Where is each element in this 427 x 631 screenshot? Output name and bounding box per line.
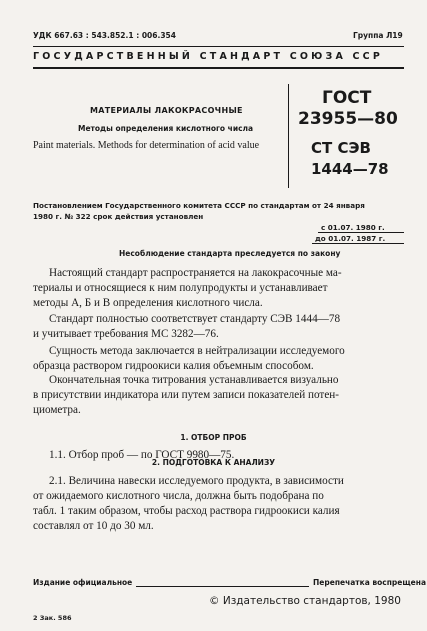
law-warning: Несоблюдение стандарта преследуется по закону [119, 249, 341, 258]
decree-line-2: 1980 г. № 322 срок действия установлен [33, 212, 204, 221]
section-1-text: 1.1. Отбор проб — по ГОСТ 9980—75. [49, 449, 235, 461]
intro-paragraph-2 [33, 312, 401, 342]
valid-to-underline [312, 243, 404, 244]
section-2-line: табл. 1 таким образом, чтобы расход раствора гидроокиси калия [33, 505, 340, 517]
header-rule-top [33, 46, 404, 47]
header-rule-bottom [33, 67, 404, 69]
intro-line: Стандарт полностью соответствует стандарту СЭВ 1444—78 [49, 313, 341, 325]
gost-label: ГОСТ [322, 88, 372, 108]
section-2-line: от ожидаемого кислотного числа, должна быть подобрана по [33, 490, 324, 502]
title-ru: МАТЕРИАЛЫ ЛАКОКРАСОЧНЫЕ [90, 106, 243, 115]
copyright: © Издательство стандартов, 1980 [209, 595, 401, 607]
title-divider [288, 84, 289, 188]
intro-line: в присутствии индикатора или путем записи показателей потен- [33, 389, 339, 401]
gost-number: 23955—80 [298, 109, 398, 129]
intro-line: образца раствором гидроокиси калия объемным способом. [33, 360, 314, 372]
intro-line: Настоящий стандарт распространяется на лакокрасочные ма- [49, 267, 342, 279]
reprint-prohibited: Перепечатка воспрещена [309, 578, 426, 587]
st-sev-number: 1444—78 [311, 160, 389, 178]
group-code: Группа Л19 [353, 31, 403, 40]
intro-line: Сущность метода заключается в нейтрализации исследуемого [49, 345, 345, 357]
intro-paragraph-4 [33, 373, 401, 418]
title-en: Paint materials. Methods for determination of acid value [33, 140, 260, 151]
valid-from-underline [318, 232, 404, 233]
order-number: 2 Зак. 586 [33, 614, 72, 622]
intro-paragraph-1 [33, 266, 401, 311]
decree-line-1: Постановлением Государственного комитета СССР по стандартам от 24 января [33, 201, 365, 210]
intro-line: и учитывает требования МС 3282—76. [33, 328, 219, 340]
section-2-line: 2.1. Величина навески исследуемого продукта, в зависимости [49, 475, 344, 487]
section-1-heading: 1. ОТБОР ПРОБ [180, 433, 247, 442]
valid-from: с 01.07. 1980 г. [321, 223, 385, 232]
intro-line: Окончательная точка титрования устанавливается визуально [49, 374, 339, 386]
section-2-paragraph [33, 474, 401, 534]
standard-banner: ГОСУДАРСТВЕННЫЙ СТАНДАРТ СОЮЗА ССР [33, 51, 384, 62]
section-2-heading: 2. ПОДГОТОВКА К АНАЛИЗУ [151, 458, 276, 467]
udk-code: УДК 667.63 : 543.852.1 : 006.354 [33, 31, 176, 40]
intro-line: циометра. [33, 404, 81, 416]
section-2-line: составлял от 10 до 30 мл. [33, 520, 154, 532]
valid-to: до 01.07. 1987 г. [315, 234, 386, 243]
intro-line: териалы и относящиеся к ним полупродукты и устанавливает [33, 282, 328, 294]
subtitle-ru: Методы определения кислотного числа [78, 124, 254, 133]
st-sev-label: СТ СЭВ [311, 139, 371, 157]
intro-line: методы А, Б и В определения кислотного числа. [33, 297, 263, 309]
intro-paragraph-3 [33, 344, 401, 374]
edition-official: Издание официальное [33, 578, 136, 587]
